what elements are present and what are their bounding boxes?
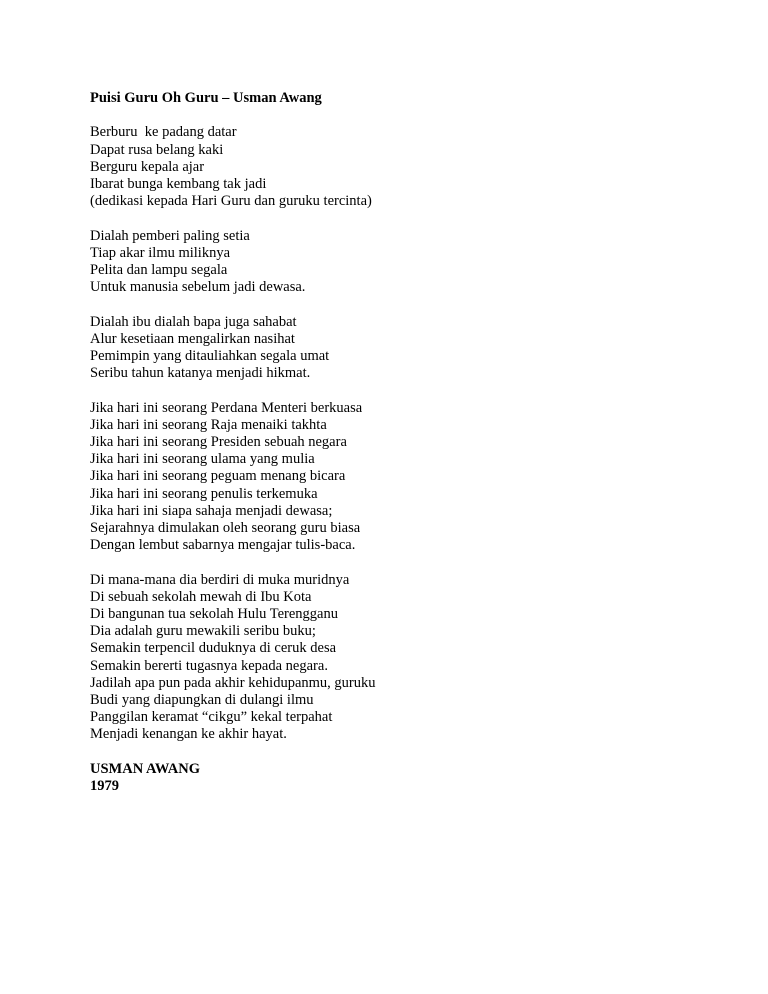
poem-line: Dia adalah guru mewakili seribu buku;: [90, 623, 316, 640]
poem-line: Dialah pemberi paling setia: [90, 227, 250, 244]
poem-line: Jika hari ini seorang penulis terkemuka: [90, 485, 318, 502]
poem-line: Di sebuah sekolah mewah di Ibu Kota: [90, 588, 312, 605]
poem-line: Ibarat bunga kembang tak jadi: [90, 176, 267, 192]
stanza-5: [90, 572, 710, 744]
poem-line: Dengan lembut sabarnya mengajar tulis-baca.: [90, 537, 356, 554]
poem-line: Jika hari ini seorang Raja menaiki takhta: [90, 416, 327, 433]
poem-line: Semakin bererti tugasnya kepada negara.: [90, 657, 328, 674]
poem-line: Sejarahnya dimulakan oleh seorang guru biasa: [90, 520, 361, 537]
stanza-1: [90, 124, 710, 210]
stanza-3: [90, 314, 710, 383]
author-name: USMAN AWANG: [90, 760, 200, 777]
poem-line: Jika hari ini seorang Presiden sebuah negara: [90, 434, 347, 450]
poem-line: Dialah ibu dialah bapa juga sahabat: [90, 313, 297, 330]
poem-line: Seribu tahun katanya menjadi hikmat.: [90, 365, 311, 382]
poem-line: Pelita dan lampu segala: [90, 262, 228, 278]
poem-line: Jika hari ini seorang Perdana Menteri berkuasa: [90, 399, 363, 416]
poem-line: Di bangunan tua sekolah Hulu Terengganu: [90, 606, 338, 623]
poem-line: Semakin terpencil duduknya di ceruk desa: [90, 640, 337, 657]
poem-year: 1979: [90, 778, 119, 795]
poem-line: Berguru kepala ajar: [90, 158, 205, 175]
dedication-line: (dedikasi kepada Hari Guru dan guruku tercinta): [90, 193, 372, 210]
poem-line: Berburu ke padang datar: [90, 124, 237, 141]
stanza-4: [90, 400, 710, 555]
poem-line: Menjadi kenangan ke akhir hayat.: [90, 726, 287, 743]
poem-line: Dapat rusa belang kaki: [90, 141, 224, 158]
poem-line: Jadilah apa pun pada akhir kehidupanmu, guruku: [90, 674, 376, 691]
stanza-2: [90, 228, 710, 297]
poem-line: Budi yang diapungkan di dulangi ilmu: [90, 692, 314, 709]
poem-line: Pemimpin yang ditauliahkan segala umat: [90, 348, 330, 364]
poem-line: Jika hari ini siapa sahaja menjadi dewasa;: [90, 502, 333, 519]
document-page: [90, 90, 710, 795]
poem-line: Jika hari ini seorang ulama yang mulia: [90, 451, 315, 468]
poem-line: Panggilan keramat “cikgu” kekal terpahat: [90, 709, 333, 726]
poem-line: Di mana-mana dia berdiri di muka muridnya: [90, 571, 350, 588]
poem-line: Jika hari ini seorang peguam menang bicara: [90, 468, 346, 485]
poem-title: Puisi Guru Oh Guru – Usman Awang: [90, 90, 322, 106]
poem-line: Alur kesetiaan mengalirkan nasihat: [90, 330, 295, 347]
signature-block: [90, 761, 710, 795]
poem-line: Tiap akar ilmu miliknya: [90, 244, 231, 261]
poem-line: Untuk manusia sebelum jadi dewasa.: [90, 279, 306, 296]
